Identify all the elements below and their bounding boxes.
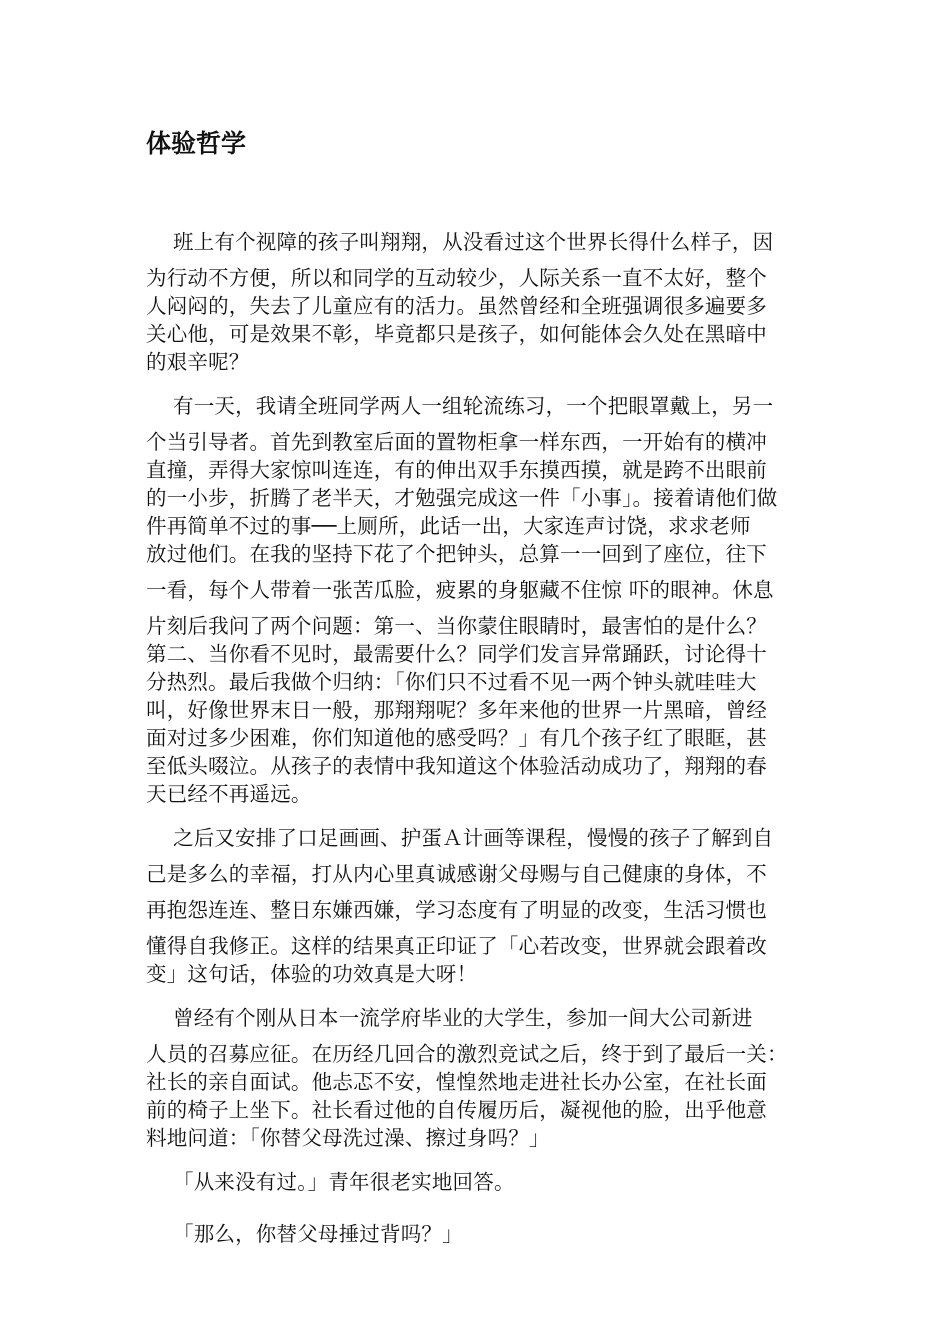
text-line: 己是多么的幸福，打从内心里真诚感谢父母赐与自己健康的身体，不 [146,862,767,886]
text-line: 的艰辛呢？ [146,350,250,374]
paragraph [146,392,824,808]
paragraph [146,1220,824,1248]
paragraph [146,228,824,376]
text-line: 人员的召募应征。在历经几回合的激烈竞试之后，终于到了最后一关： [146,1042,788,1066]
text-line: 分热烈。最后我做个归纳：「你们只不过看不见一两个钟头就哇哇大 [146,670,757,694]
text-line: 为行动不方便，所以和同学的互动较少，人际关系一直不太好，整个 [146,266,767,290]
text-line: 至低头啜泣。从孩子的表情中我知道这个体验活动成功了，翔翔的春 [146,754,767,778]
text-line: 再抱怨连连、整日东嫌西嫌，学习态度有了明显的改变，生活习惯也 [146,898,767,922]
text-line: 面对过多少困难，你们知道他的感受吗？」有几个孩子红了眼眶，甚 [146,726,767,750]
text-line: 班上有个视障的孩子叫翔翔，从没看过这个世界长得什么样子，因 [173,230,774,254]
text-line: 第二、当你看不见时，最需要什么？同学们发言异常踊跃，讨论得十 [146,642,767,666]
text-line: 件再简单不过的事──上厕所，此话一出，大家连声讨饶，求求老师 [146,514,751,538]
text-line: 叫，好像世界末日一般，那翔翔呢？多年来他的世界一片黑暗，曾经 [146,698,767,722]
text-line: 人闷闷的，失去了儿童应有的活力。虽然曾经和全班强调很多遍要多 [146,294,767,318]
paragraph [146,824,824,988]
text-line: 直撞，弄得大家惊叫连连，有的伸出双手东摸西摸，就是跨不出眼前 [146,458,767,482]
text-line: 「从来没有过。」青年很老实地回答。 [173,1170,515,1194]
text-line: 之后又安排了口足画画、护蛋Ａ计画等课程，慢慢的孩子了解到自 [173,826,774,850]
text-line: 料地问道：「你替父母洗过澡、擦过身吗？」 [146,1126,550,1150]
text-line: 有一天，我请全班同学两人一组轮流练习，一个把眼罩戴上，另一 [173,394,774,418]
text-line: 懂得自我修正。这样的结果真正印证了「心若改变，世界就会跟着改 [146,934,767,958]
paragraph [146,1004,824,1152]
document-title: 体验哲学 [146,129,247,158]
text-line: 一看，每个人带着一张苦瓜脸，疲累的身躯藏不住惊 吓的眼神。休息 [146,578,774,602]
text-line: 个当引导者。首先到教室后面的置物柜拿一样东西，一开始有的横冲 [146,430,767,454]
text-line: 的一小步，折腾了老半天，才勉强完成这一件「小事」。接着请他们做 [146,486,778,510]
paragraph [146,1168,824,1196]
text-line: 社长的亲自面试。他忐忑不安，惶惶然地走进社长办公室，在社长面 [146,1070,767,1094]
text-line: 放过他们。在我的坚持下花了个把钟头，总算一一回到了座位，往下 [146,542,767,566]
text-line: 片刻后我问了两个问题：第一、当你蒙住眼睛时，最害怕的是什么？ [146,614,767,638]
text-line: 天已经不再遥远。 [146,782,312,806]
text-line: 关心他，可是效果不彰，毕竟都只是孩子，如何能体会久处在黑暗中 [146,322,767,346]
text-line: 「那么，你替父母捶过背吗？」 [173,1222,463,1246]
text-line: 前的椅子上坐下。社长看过他的自传履历后，凝视他的脸，出乎他意 [146,1098,767,1122]
document-page [146,124,824,1264]
text-line: 曾经有个刚从日本一流学府毕业的大学生，参加一间大公司新进 [173,1006,753,1030]
text-line: 变」这句话，体验的功效真是大呀！ [146,962,478,986]
